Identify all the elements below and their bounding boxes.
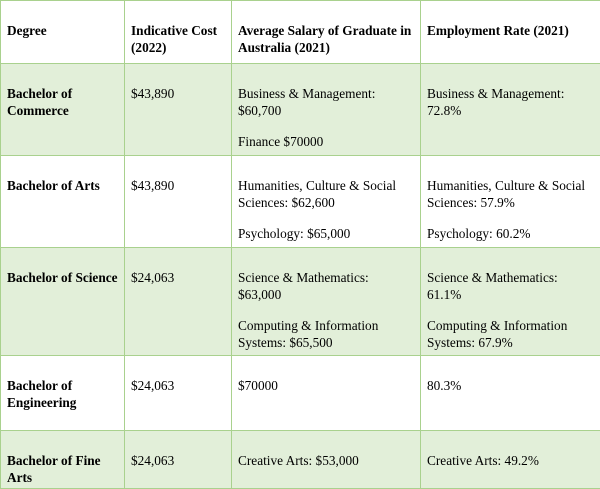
degree-cell: Bachelor of Fine Arts	[1, 431, 125, 489]
header-degree: Degree	[1, 1, 125, 64]
degree-cell: Bachelor of Commerce	[1, 64, 125, 156]
employment-entry: Business & Management: 72.8%	[427, 85, 594, 119]
table-row	[1, 64, 600, 156]
salary-entry: $70000	[238, 377, 414, 394]
salary-entry: Computing & Information Systems: $65,500	[238, 317, 414, 351]
table-row	[1, 248, 600, 356]
header-salary: Average Salary of Graduate in Australia (2021)	[232, 1, 421, 64]
employment-entry: 80.3%	[427, 377, 594, 394]
employment-cell	[421, 64, 600, 156]
salary-cell	[232, 431, 421, 489]
cost-cell: $24,063	[125, 356, 232, 431]
salary-entry: Business & Management: $60,700	[238, 85, 414, 119]
employment-cell	[421, 248, 600, 356]
salary-cell	[232, 64, 421, 156]
table-row	[1, 431, 600, 489]
employment-cell	[421, 156, 600, 248]
employment-cell	[421, 431, 600, 489]
employment-entry: Creative Arts: 49.2%	[427, 452, 594, 469]
cost-cell: $24,063	[125, 248, 232, 356]
salary-entry: Finance $70000	[238, 133, 414, 150]
employment-entry: Science & Mathematics: 61.1%	[427, 269, 594, 303]
degree-cell: Bachelor of Science	[1, 248, 125, 356]
salary-entry: Creative Arts: $53,000	[238, 452, 414, 469]
salary-entry: Science & Mathematics: $63,000	[238, 269, 414, 303]
employment-cell	[421, 356, 600, 431]
cost-cell: $24,063	[125, 431, 232, 489]
degree-cell: Bachelor of Arts	[1, 156, 125, 248]
salary-cell	[232, 248, 421, 356]
employment-entry: Psychology: 60.2%	[427, 225, 594, 242]
employment-entry: Computing & Information Systems: 67.9%	[427, 317, 594, 351]
salary-entry: Psychology: $65,000	[238, 225, 414, 242]
table-row	[1, 356, 600, 431]
degree-cell: Bachelor of Engineering	[1, 356, 125, 431]
salary-cell	[232, 356, 421, 431]
header-employment: Employment Rate (2021)	[421, 1, 600, 64]
table-row	[1, 156, 600, 248]
employment-entry: Humanities, Culture & Social Sciences: 57.9%	[427, 177, 594, 211]
salary-cell	[232, 156, 421, 248]
header-cost: Indicative Cost (2022)	[125, 1, 232, 64]
salary-entry: Humanities, Culture & Social Sciences: $62,600	[238, 177, 414, 211]
cost-cell: $43,890	[125, 156, 232, 248]
table-header-row	[1, 1, 600, 64]
cost-cell: $43,890	[125, 64, 232, 156]
